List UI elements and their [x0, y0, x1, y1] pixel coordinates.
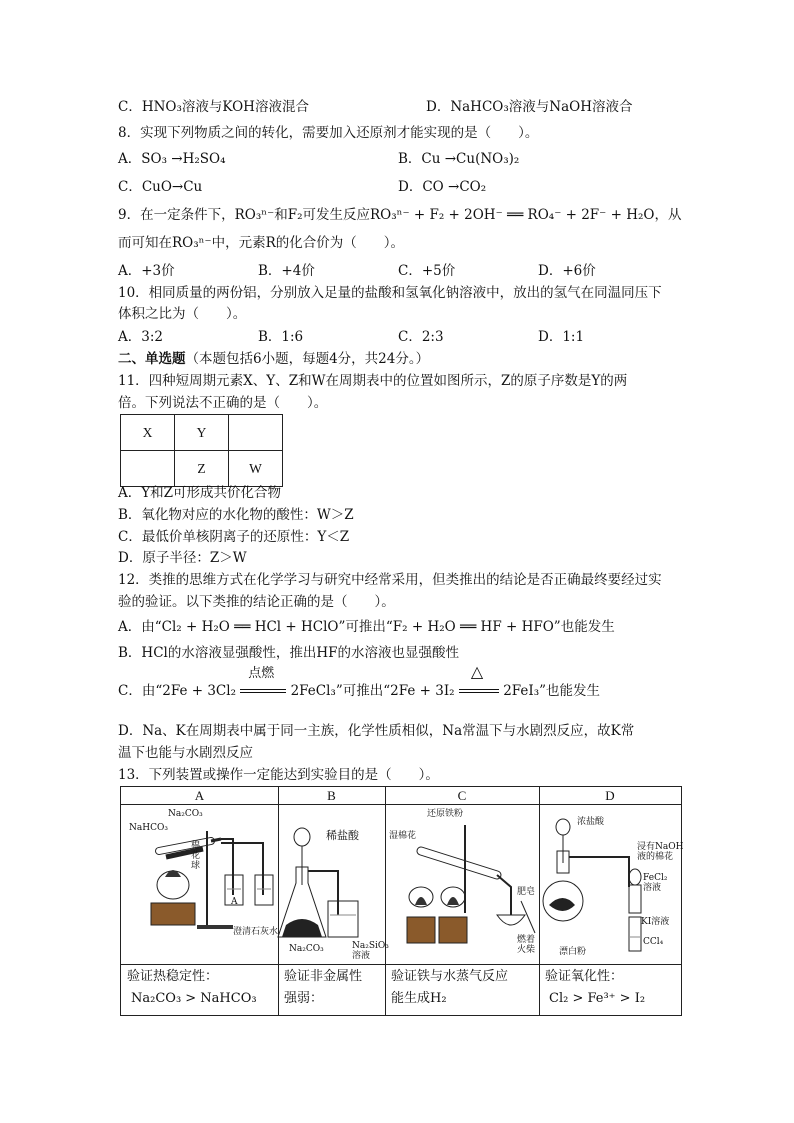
- label-solution: 溶液: [352, 951, 371, 961]
- caption-c-line1: 验证铁与水蒸气反应: [391, 969, 509, 984]
- periodic-table-fragment: [120, 414, 283, 487]
- header-b: B: [327, 788, 336, 803]
- q12-stem-line2: 验的验证。以下类推的结论正确的是（ ）。: [118, 594, 395, 610]
- label-fecl2-solution: 溶液: [643, 883, 662, 893]
- cell-z: Z: [175, 451, 229, 487]
- q12-option-a: A．由“Cl₂ + H₂O ══ HCl + HClO”可推出“F₂ + H₂O ══ HF + HFO”也能发生: [118, 619, 615, 635]
- q12-c-middle: 2FeCl₃”可推出“2Fe + 3I₂: [290, 683, 455, 699]
- caption-b-line1: 验证非金属性: [284, 969, 363, 984]
- q9-stem-line1: 9．在一定条件下，RO₃ⁿ⁻和F₂可发生反应RO₃ⁿ⁻ + F₂ + 2OH⁻ ══ RO₄⁻ + 2F⁻ + H₂O，从: [118, 207, 682, 223]
- label-match: 火柴: [517, 945, 536, 955]
- q9-option-d: D．+6价: [538, 263, 596, 279]
- q9-option-c: C．+5价: [398, 263, 456, 279]
- label-b-na2co3: Na₂CO₃: [289, 944, 324, 954]
- caption-b-line2: 强弱：: [284, 991, 324, 1006]
- label-reduced-iron: 还原铁粉: [427, 809, 464, 819]
- cell-y: Y: [175, 415, 229, 451]
- label-soap: 肥皂: [517, 887, 536, 897]
- label-naoh-cotton-2: 液的棉花: [637, 852, 674, 862]
- q11-option-a: A．Y和Z可形成共价化合物: [118, 485, 282, 501]
- label-bleach: 漂白粉: [559, 947, 587, 957]
- label-cotton-2: 花: [191, 851, 201, 861]
- row-divider: [121, 964, 681, 965]
- cell-empty: [229, 415, 283, 451]
- q12-option-d-line1: D．Na、K在周期表中属于同一主族，化学性质相似，Na常温下与水剧烈反应，故K常: [118, 723, 635, 739]
- cell-empty: [121, 451, 175, 487]
- header-c: C: [457, 788, 467, 803]
- section-title: 二、单选题: [118, 351, 186, 367]
- caption-c-line2: 能生成H₂: [391, 991, 447, 1006]
- q12-option-c: [118, 661, 601, 700]
- q8-option-b: B．Cu →Cu(NO₃)₂: [398, 151, 520, 167]
- q12-stem-line1: 12．类推的思维方式在化学学习与研究中经常采用，但类推出的结论是否正确最终要经过实: [118, 572, 662, 588]
- label-naoh-cotton-1: 浸有NaOH: [637, 842, 684, 852]
- header-d: D: [605, 788, 615, 803]
- q8-option-d: D．CO →CO₂: [398, 179, 487, 195]
- header-a: A: [194, 788, 205, 803]
- apparatus-c-illustration: [385, 805, 539, 963]
- q8-stem: 8．实现下列物质之间的转化，需要加入还原剂才能实现的是（ ）。: [118, 125, 539, 141]
- caption-d-line2: Cl₂ > Fe³⁺ > I₂: [549, 991, 646, 1006]
- condition-heat: △: [470, 661, 484, 681]
- label-conc-hcl: 浓盐酸: [577, 817, 605, 827]
- q11-option-c: C．最低价单核阴离子的还原性：Y＜Z: [118, 529, 350, 545]
- q7-option-c: C．HNO₃溶液与KOH溶液混合: [118, 99, 309, 115]
- q10-option-b: B．1:6: [258, 329, 304, 345]
- q8-option-c: C．CuO→Cu: [118, 179, 203, 195]
- label-cotton-1: 棉: [191, 841, 201, 851]
- q12-c-suffix: 2FeI₃”也能发生: [503, 683, 601, 699]
- q12-option-b: B．HCl的水溶液显强酸性，推出HF的水溶液也显强酸性: [118, 645, 459, 661]
- cell-w: W: [229, 451, 283, 487]
- q10-option-d: D．1:1: [538, 329, 585, 345]
- label-fecl2: FeCl₂: [643, 873, 668, 883]
- caption-d-line1: 验证氧化性：: [545, 969, 624, 984]
- q10-stem-line2: 体积之比为（ ）。: [118, 306, 247, 322]
- q10-stem-line1: 10．相同质量的两份铝，分别放入足量的盐酸和氢氧化钠溶液中，放出的氢气在同温同压下: [118, 285, 662, 301]
- q9-option-a: A．+3价: [118, 263, 175, 279]
- q7-option-d: D．NaHCO₃溶液与NaOH溶液合: [426, 99, 633, 115]
- label-ki-solution: KI溶液: [641, 917, 670, 927]
- reaction-arrow-heat: [459, 661, 499, 699]
- reaction-arrow-ignite: [240, 665, 286, 699]
- cell-x: X: [121, 415, 175, 451]
- q12-c-prefix: C．由“2Fe + 3Cl₂: [118, 683, 236, 699]
- label-na2co3: Na₂CO₃: [168, 809, 203, 819]
- label-cotton-3: 球: [191, 861, 201, 871]
- caption-a-line1: 验证热稳定性：: [127, 969, 219, 984]
- label-a: A: [231, 897, 238, 907]
- q9-option-b: B．+4价: [258, 263, 315, 279]
- condition-ignite: 点燃: [248, 665, 275, 681]
- q11-option-d: D．原子半径：Z＞W: [118, 550, 247, 566]
- section-note: （本题包括6小题，每题4分，共24分。）: [185, 351, 430, 367]
- caption-a-line2: Na₂CO₃ > NaHCO₃: [131, 991, 257, 1006]
- label-burning: 燃着: [517, 935, 536, 945]
- q8-option-a: A．SO₃ →H₂SO₄: [118, 151, 226, 167]
- q13-stem: 13．下列装置或操作一定能达到实验目的是（ ）。: [118, 767, 439, 783]
- apparatus-table: [120, 786, 682, 1016]
- label-na2sio3: Na₂SiO₃: [352, 941, 389, 951]
- label-dilute-hcl: 稀盐酸: [326, 829, 359, 842]
- q10-option-a: A．3:2: [118, 329, 163, 345]
- q9-stem-line2: 而可知在RO₃ⁿ⁻中，元素R的化合价为（ ）。: [118, 235, 405, 251]
- section-heading: [118, 350, 429, 368]
- label-nahco3: NaHCO₃: [129, 823, 168, 833]
- q11-stem-line2: 倍。下列说法不正确的是（ ）。: [118, 395, 328, 411]
- label-ccl4: CCl₄: [643, 937, 664, 947]
- label-wet-cotton: 湿棉花: [389, 831, 417, 841]
- q10-option-c: C．2:3: [398, 329, 444, 345]
- q11-option-b: B．氧化物对应的水化物的酸性：W＞Z: [118, 507, 354, 523]
- q12-option-d-line2: 温下也能与水剧烈反应: [118, 745, 253, 761]
- q11-stem-line1: 11．四种短周期元素X、Y、Z和W在周期表中的位置如图所示，Z的原子序数是Y的两: [118, 373, 628, 389]
- label-limewater: 澄清石灰水: [233, 927, 279, 937]
